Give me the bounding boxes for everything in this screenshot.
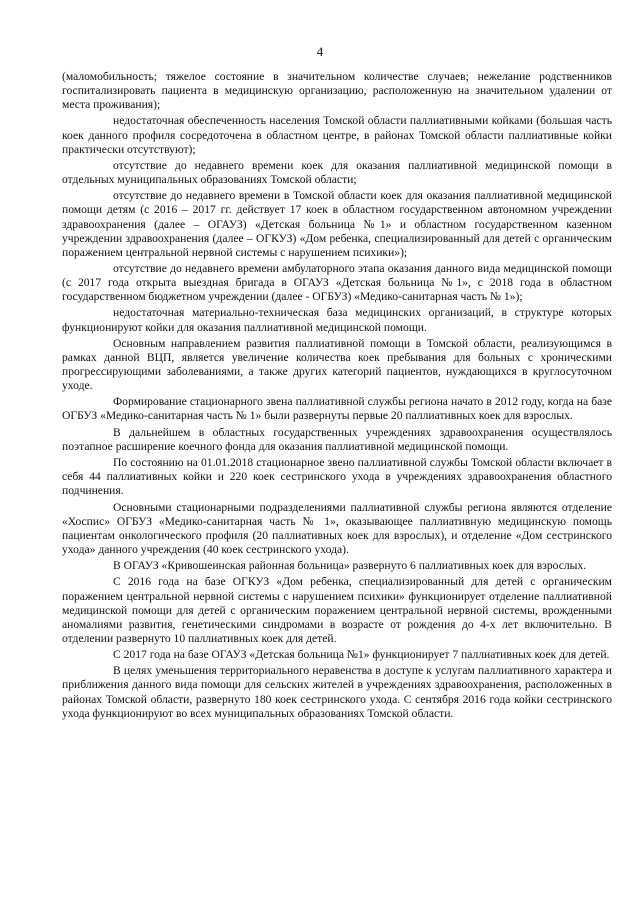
- paragraph-main-units: Основными стационарными подразделениями паллиативной службы региона являются отделение «Хоспис» ОГБУЗ «Медико-санитарная часть № 1», оказывающее паллиативную медицинскую помощь пациентам онкологического профиля (20 паллиативных коек для взрослых), и отделение «Дом сестринского ухода» данного учреждения (40 коек сестринского ухода).: [62, 500, 612, 556]
- document-body: [62, 70, 612, 723]
- paragraph-further-expansion: В дальнейшем в областных государственных учреждениях здравоохранения осуществлялось поэтапное расширение коечного фонда для оказания паллиативной медицинской помощи.: [62, 425, 612, 453]
- paragraph-inpatient-formation: Формирование стационарного звена паллиативной службы региона начато в 2012 году, когда на базе ОГБУЗ «Медико-санитарная часть № 1» были развернуты первые 20 паллиативных коек для взрослых.: [62, 395, 612, 423]
- paragraph-orphanage-unit: С 2016 года на базе ОГКУЗ «Дом ребенка, специализированный для детей с органическим поражением центральной нервной системы с нарушением психики» функционирует отделение паллиативной медицинской помощи для детей с органическим поражением центральной нервной системы, врожденными аномалиями развития, генетическими синдромами в возрасте от рождения до 4-х лет включительно. В отделении развернуто 10 паллиативных коек для детей.: [62, 575, 612, 645]
- paragraph-krivosheino: В ОГАУЗ «Кривошеинская районная больница» развернуто 6 паллиативных коек для взрослых.: [113, 559, 587, 573]
- paragraph-children-beds: отсутствие до недавнего времени в Томской области коек для оказания паллиативной медицинской помощи детям (с 2016 – 2017 гг. действует 17 коек в областном государственном автономном учреждении здравоохранения (далее – ОГАУЗ) «Детская больница №1» и областном государственном казенном учреждении здравоохранения (далее – ОГКУЗ) «Дом ребенка, специализированный для детей с органическим поражением центральной нервной системы с нарушением психики»);: [62, 189, 612, 259]
- page-number: 4: [316, 44, 324, 59]
- paragraph-status-2018: По состоянию на 01.01.2018 стационарное звено паллиативной службы Томской области включает в себя 44 паллиативных койки и 220 коек сестринского ухода в учреждениях здравоохранения областного подчинения.: [62, 456, 612, 498]
- paragraph-nursing-care: В целях уменьшения территориального неравенства в доступе к услугам паллиативного характера и приближения данного вида помощи для сельских жителей в учреждениях здравоохранения, расположенных в районах Томской области, развернуто 180 коек сестринского ухода. С сентября 2016 года койки сестринского ухода функционируют во всех муниципальных образованиях Томской области.: [62, 664, 612, 720]
- paragraph-outpatient-stage: отсутствие до недавнего времени амбулаторного этапа оказания данного вида медицинской помощи (с 2017 года открыта выездная бригада в ОГАУЗ «Детская больница №1», с 2018 года в областном государственном бюджетном учреждении (далее - ОГБУЗ) «Медико-санитарная часть № 1»);: [62, 261, 612, 304]
- paragraph-childrens-hospital: С 2017 года на базе ОГАУЗ «Детская больница №1» функционирует 7 паллиативных коек для детей.: [113, 648, 610, 662]
- paragraph-main-direction: Основным направлением развития паллиативной помощи в Томской области, реализующимся в рамках данной ВЦП, является увеличение количества коек пребывания для больных с хроническими прогрессирующими заболеваниями, а также других категорий пациентов, нуждающихся в круглосуточном уходе.: [62, 336, 612, 393]
- paragraph-municipal-beds: отсутствие до недавнего времени коек для оказания паллиативной медицинской помощи в отдельных муниципальных образованиях Томской области;: [62, 158, 612, 187]
- paragraph-bed-shortage: недостаточная обеспеченность населения Томской области паллиативными койками (большая часть коек данного профиля сосредоточена в областном центре, в районах Томской области паллиативные койки практически отсутствуют);: [62, 114, 612, 156]
- paragraph-material-base: недостаточная материально-техническая база медицинских организаций, в структуре которых функционируют койки для оказания паллиативной медицинской помощи.: [62, 306, 612, 334]
- paragraph-continuation: (маломобильность; тяжелое состояние в значительном количестве случаев; нежелание родственников госпитализировать пациента в медицинскую организацию, расположенную на значительном удалении от места проживания);: [62, 70, 612, 112]
